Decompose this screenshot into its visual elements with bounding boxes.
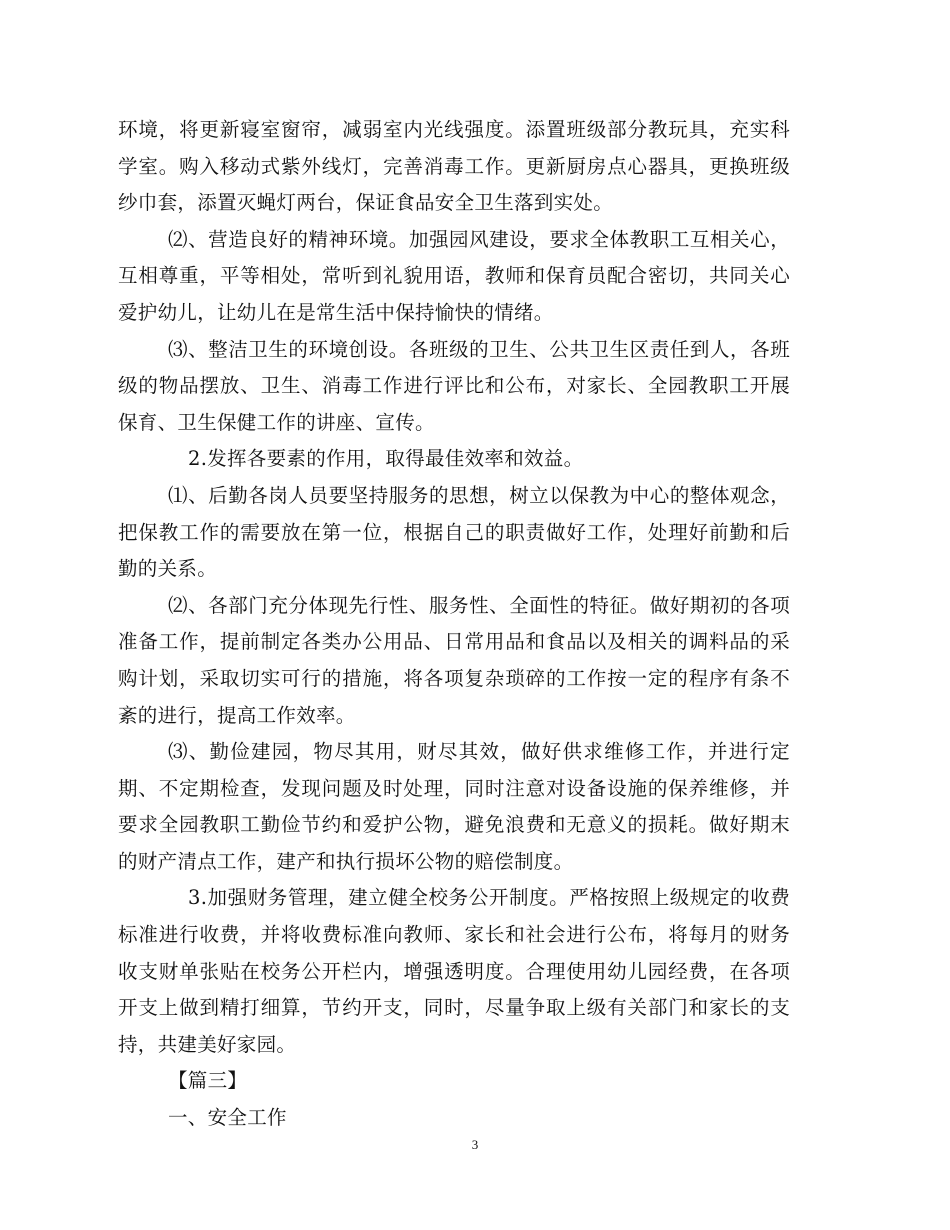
paragraph-finance: 3.加强财务管理，建立健全校务公开制度。严格按照上级规定的收费标准进行收费，并将收费标准向教师、家长和社会进行公布，将每月的财务收支财单张贴在校务公开栏内，增强透明度。合理使用幼儿园经费，在各项开支上做到精打细算，节约开支，同时，尽量争取上级有关部门和家长的支持，共建美好家园。 — [118, 886, 790, 1056]
paragraph-logistics-service: ⑴、后勤各岗人员要坚持服务的思想，树立以保教为中心的整体观念，把保教工作的需要放在第一位，根据自己的职责做好工作，处理好前勤和后勤的关系。 — [118, 483, 790, 581]
paragraph-departments: ⑵、各部门充分体现先行性、服务性、全面性的特征。做好期初的各项准备工作，提前制定各类办公用品、日常用品和食品以及相关的调料品的采购计划，采取切实可行的措施，将各项复杂琐碎的工作按一定的程序有条不紊的进行，提高工作效率。 — [118, 593, 790, 727]
paragraph-hygiene-environment: ⑶、整洁卫生的环境创设。各班级的卫生、公共卫生区责任到人，各班级的物品摆放、卫生、消毒工作进行评比和公布，对家长、全园教职工开展保育、卫生保健工作的讲座、宣传。 — [118, 337, 790, 434]
page-number: 3 — [471, 1137, 479, 1152]
section-heading-part-three: 【篇三】 — [168, 1069, 248, 1093]
paragraph-thrift: ⑶、勤俭建园，物尽其用，财尽其效，做好供求维修工作，并进行定期、不定期检查，发现问题及时处理，同时注意对设备设施的保养维修，并要求全园教职工勤俭节约和爱护公物，避免浪费和无意义的损耗。做好期末的财产清点工作，建产和执行损坏公物的赔偿制度。 — [118, 740, 790, 873]
section-heading-safety: 一、安全工作 — [168, 1106, 287, 1130]
paragraph-spiritual-environment: ⑵、营造良好的精神环境。加强园风建设，要求全体教职工互相关心，互相尊重，平等相处，常听到礼貌用语，教师和保育员配合密切，共同关心爱护幼儿，让幼儿在是常生活中保持愉快的情绪。 — [118, 227, 790, 324]
document-body — [118, 112, 790, 1137]
heading-elements-role: 2.发挥各要素的作用，取得最佳效率和效益。 — [188, 447, 584, 471]
paragraph-environment-continued: 环境，将更新寝室窗帘，减弱室内光线强度。添置班级部分教玩具，充实科学室。购入移动式紫外线灯，完善消毒工作。更新厨房点心器具，更换班级纱巾套，添置灭蝇灯两台，保证食品安全卫生落到实处。 — [118, 118, 790, 215]
